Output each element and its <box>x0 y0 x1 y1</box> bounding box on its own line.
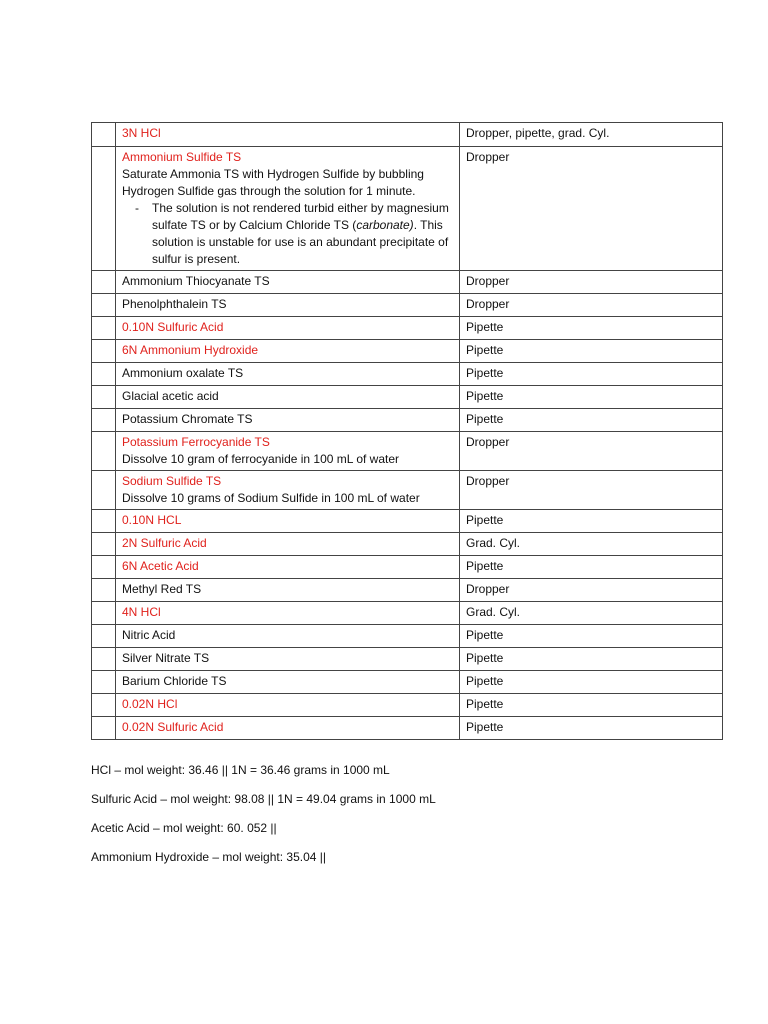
bullet-note <box>122 200 453 268</box>
reagent-name: Ammonium Thiocyanate TS <box>122 274 270 288</box>
index-cell <box>92 317 116 340</box>
bullet-text-part: . This solution is unstable for use is an abundant precipitate of sulfur is present. <box>152 218 449 266</box>
reagent-cell <box>116 533 460 556</box>
table-row <box>92 363 723 386</box>
index-cell <box>92 510 116 533</box>
equipment-cell: Pipette <box>460 717 723 740</box>
table-row <box>92 602 723 625</box>
table-row <box>92 694 723 717</box>
index-cell <box>92 386 116 409</box>
index-cell <box>92 579 116 602</box>
table-row <box>92 471 723 510</box>
table-row <box>92 671 723 694</box>
bullet-text-part: The solution is not rendered turbid either by magnesium sulfate TS or by Calcium Chloride TS ( <box>152 201 449 232</box>
table-row <box>92 717 723 740</box>
index-cell <box>92 717 116 740</box>
index-cell <box>92 671 116 694</box>
reagent-cell <box>116 694 460 717</box>
reagent-cell <box>116 471 460 510</box>
reagent-name: 6N Acetic Acid <box>122 559 199 573</box>
index-cell <box>92 471 116 510</box>
reagent-name: 6N Ammonium Hydroxide <box>122 343 259 357</box>
table-row <box>92 579 723 602</box>
table-row <box>92 409 723 432</box>
equipment-cell: Dropper, pipette, grad. Cyl. <box>460 123 723 147</box>
molecular-weight-notes <box>91 762 731 878</box>
note-line: Acetic Acid – mol weight: 60. 052 || <box>91 821 277 835</box>
table-row <box>92 317 723 340</box>
table-row <box>92 294 723 317</box>
equipment-cell: Pipette <box>460 386 723 409</box>
note-line: Ammonium Hydroxide – mol weight: 35.04 || <box>91 850 327 864</box>
reagent-cell <box>116 317 460 340</box>
reagent-cell <box>116 123 460 147</box>
index-cell <box>92 340 116 363</box>
equipment-cell: Pipette <box>460 671 723 694</box>
table-row <box>92 123 723 147</box>
equipment-cell: Pipette <box>460 648 723 671</box>
table-row <box>92 533 723 556</box>
reagent-name: Glacial acetic acid <box>122 389 219 403</box>
equipment-cell: Dropper <box>460 471 723 510</box>
index-cell <box>92 533 116 556</box>
reagent-name: 4N HCl <box>122 605 161 619</box>
bullet-dash: - <box>135 201 139 215</box>
reagent-name: 0.02N Sulfuric Acid <box>122 720 224 734</box>
index-cell <box>92 648 116 671</box>
index-cell <box>92 363 116 386</box>
equipment-cell: Dropper <box>460 432 723 471</box>
index-cell <box>92 123 116 147</box>
reagent-cell <box>116 147 460 271</box>
bullet-text-italic: carbonate) <box>356 218 414 232</box>
reagent-cell <box>116 340 460 363</box>
reagent-name: Sodium Sulfide TS <box>122 474 222 488</box>
reagent-cell <box>116 671 460 694</box>
reagent-name: 2N Sulfuric Acid <box>122 536 207 550</box>
reagent-name: Phenolphthalein TS <box>122 297 227 311</box>
reagent-cell <box>116 556 460 579</box>
reagent-cell <box>116 294 460 317</box>
reagent-name: 0.02N HCl <box>122 697 178 711</box>
table-row <box>92 340 723 363</box>
table-row <box>92 510 723 533</box>
reagent-name: Potassium Ferrocyanide TS <box>122 435 270 449</box>
reagent-description: Dissolve 10 gram of ferrocyanide in 100 mL of water <box>122 452 400 466</box>
equipment-cell: Pipette <box>460 317 723 340</box>
reagent-name: Methyl Red TS <box>122 582 202 596</box>
reagent-cell <box>116 717 460 740</box>
reagent-cell <box>116 271 460 294</box>
reagent-cell <box>116 386 460 409</box>
index-cell <box>92 294 116 317</box>
index-cell <box>92 409 116 432</box>
reagent-name: 3N HCl <box>122 126 161 140</box>
table-row <box>92 648 723 671</box>
reagent-name: Nitric Acid <box>122 628 176 642</box>
index-cell <box>92 625 116 648</box>
table-row <box>92 625 723 648</box>
equipment-cell: Dropper <box>460 271 723 294</box>
equipment-cell: Pipette <box>460 510 723 533</box>
note-line: Sulfuric Acid – mol weight: 98.08 || 1N = 49.04 grams in 1000 mL <box>91 792 436 806</box>
index-cell <box>92 432 116 471</box>
reagent-name: 0.10N HCL <box>122 513 182 527</box>
equipment-cell: Grad. Cyl. <box>460 602 723 625</box>
equipment-cell: Grad. Cyl. <box>460 533 723 556</box>
reagent-table <box>91 122 723 740</box>
reagent-table-body <box>92 123 723 740</box>
reagent-cell <box>116 579 460 602</box>
index-cell <box>92 147 116 271</box>
reagent-name: Potassium Chromate TS <box>122 412 253 426</box>
reagent-cell <box>116 409 460 432</box>
reagent-cell <box>116 432 460 471</box>
table-row <box>92 432 723 471</box>
table-row <box>92 556 723 579</box>
equipment-cell: Pipette <box>460 556 723 579</box>
equipment-cell: Pipette <box>460 694 723 717</box>
reagent-cell <box>116 625 460 648</box>
bullet-text <box>152 200 453 268</box>
index-cell <box>92 694 116 717</box>
equipment-cell: Pipette <box>460 363 723 386</box>
table-row <box>92 271 723 294</box>
equipment-cell: Dropper <box>460 147 723 271</box>
reagent-name: Barium Chloride TS <box>122 674 227 688</box>
index-cell <box>92 556 116 579</box>
equipment-cell: Dropper <box>460 294 723 317</box>
equipment-cell: Pipette <box>460 340 723 363</box>
reagent-cell <box>116 510 460 533</box>
reagent-description: Dissolve 10 grams of Sodium Sulfide in 100 mL of water <box>122 491 420 505</box>
reagent-name: Ammonium oxalate TS <box>122 366 244 380</box>
index-cell <box>92 271 116 294</box>
table-row <box>92 386 723 409</box>
reagent-name: Silver Nitrate TS <box>122 651 210 665</box>
reagent-cell <box>116 602 460 625</box>
index-cell <box>92 602 116 625</box>
reagent-cell <box>116 363 460 386</box>
reagent-description: Saturate Ammonia TS with Hydrogen Sulfide by bubbling Hydrogen Sulfide gas through the solution for 1 minute. <box>122 167 424 198</box>
table-row <box>92 147 723 271</box>
equipment-cell: Pipette <box>460 625 723 648</box>
reagent-cell <box>116 648 460 671</box>
note-line: HCl – mol weight: 36.46 || 1N = 36.46 grams in 1000 mL <box>91 763 390 777</box>
equipment-cell: Pipette <box>460 409 723 432</box>
reagent-name: 0.10N Sulfuric Acid <box>122 320 224 334</box>
equipment-cell: Dropper <box>460 579 723 602</box>
reagent-name: Ammonium Sulfide TS <box>122 150 242 164</box>
